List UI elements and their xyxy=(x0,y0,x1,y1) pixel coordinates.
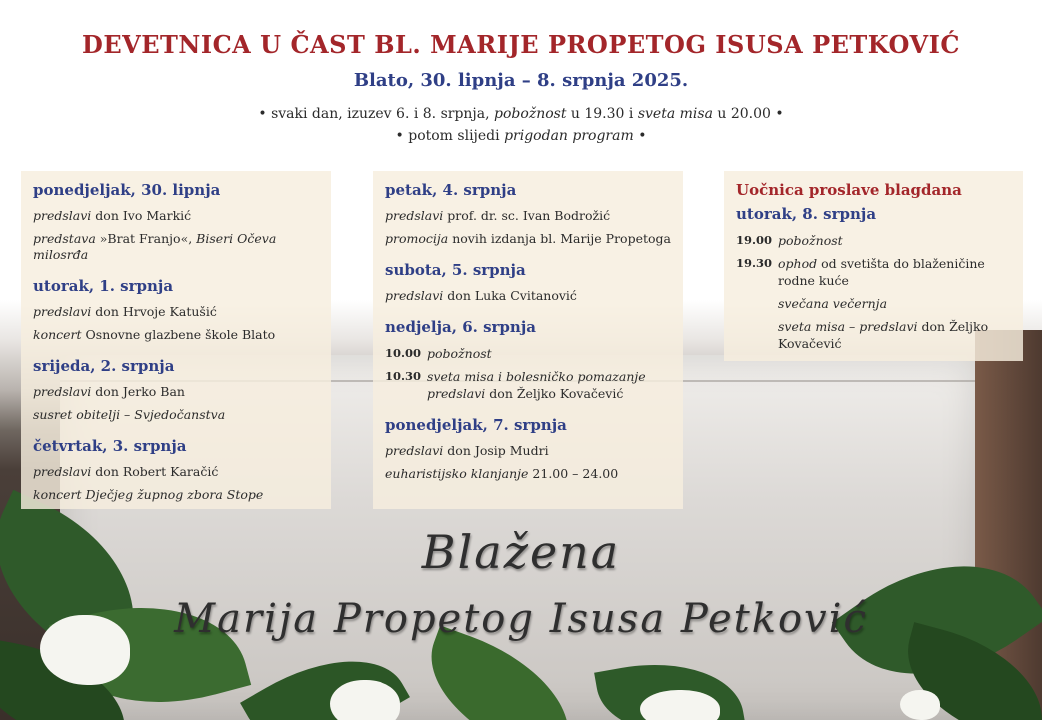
event-line: predslavi don Josip Mudri xyxy=(385,443,549,458)
event-line: predslavi don Hrvoje Katušić xyxy=(33,304,217,319)
event-line: susret obitelji – Svjedočanstva xyxy=(33,407,226,422)
event-line: predstava »Brat Franjo«, Biseri Očeva milosrđa xyxy=(33,231,277,262)
timed-event: 10.00 pobožnost xyxy=(385,346,492,361)
eve-heading: Uočnica proslave blagdana xyxy=(736,181,962,199)
anthurium-flower xyxy=(330,680,400,720)
page-subtitle: Blato, 30. lipnja – 8. srpnja 2025. xyxy=(353,70,689,91)
event-line: predslavi don Ivo Markić xyxy=(33,208,192,223)
page-title: DEVETNICA U ČAST BL. MARIJE PROPETOG ISUSA PETKOVIĆ xyxy=(82,30,960,59)
inscription-line-2: Marija Propetog Isusa Petković xyxy=(174,596,868,642)
day-heading: ponedjeljak, 30. lipnja xyxy=(33,181,221,199)
timed-event: 19.00 pobožnost xyxy=(736,233,843,248)
day-heading: ponedjeljak, 7. srpnja xyxy=(385,416,567,434)
timed-event: svečana večernja xyxy=(778,296,888,311)
inscription-line-1: Blažena xyxy=(421,525,621,579)
event-line: koncert Dječjeg župnog zbora Stope xyxy=(33,487,264,502)
event-time: 10.00 xyxy=(385,346,422,360)
anthurium-flower xyxy=(640,690,720,720)
event-line: predslavi don Jerko Ban xyxy=(33,384,185,399)
anthurium-flower xyxy=(900,690,940,720)
event-line: predslavi prof. dr. sc. Ivan Bodrožić xyxy=(385,208,611,223)
event-line: predslavi don Robert Karačić xyxy=(33,464,219,479)
event-time: 19.30 xyxy=(736,256,773,270)
event-line: koncert Osnovne glazbene škole Blato xyxy=(33,327,276,342)
day-heading: srijeda, 2. srpnja xyxy=(33,357,175,375)
day-heading: subota, 5. srpnja xyxy=(385,261,526,279)
schedule-card-2 xyxy=(373,171,683,509)
schedule-card-1 xyxy=(21,171,331,509)
day-heading: petak, 4. srpnja xyxy=(385,181,517,199)
timed-event: sveta misa – predslavi don Željko Kovačević xyxy=(778,319,989,351)
timed-event: 19.30 ophod od svetišta do blaženičine rodne kuće xyxy=(736,256,985,288)
event-line: promocija novih izdanja bl. Marije Propetoga xyxy=(385,231,671,246)
day-heading: četvrtak, 3. srpnja xyxy=(33,437,187,455)
schedule-card-3 xyxy=(724,171,1023,361)
timed-event: 10.30 sveta misa i bolesničko pomazanje predslavi don Željko Kovačević xyxy=(385,369,646,401)
day-heading: utorak, 1. srpnja xyxy=(33,277,174,295)
event-line: euharistijsko klanjanje 21.00 – 24.00 xyxy=(385,466,619,481)
event-time: 10.30 xyxy=(385,369,422,383)
day-heading: nedjelja, 6. srpnja xyxy=(385,318,536,336)
event-line: predslavi don Luka Cvitanović xyxy=(385,288,577,303)
day-heading: utorak, 8. srpnja xyxy=(736,205,877,223)
schedule-note-2: • potom slijedi prigodan program • xyxy=(395,128,647,144)
schedule-note-1: • svaki dan, izuzev 6. i 8. srpnja, pobožnost u 19.30 i sveta misa u 20.00 • xyxy=(258,106,784,122)
event-time: 19.00 xyxy=(736,233,773,247)
